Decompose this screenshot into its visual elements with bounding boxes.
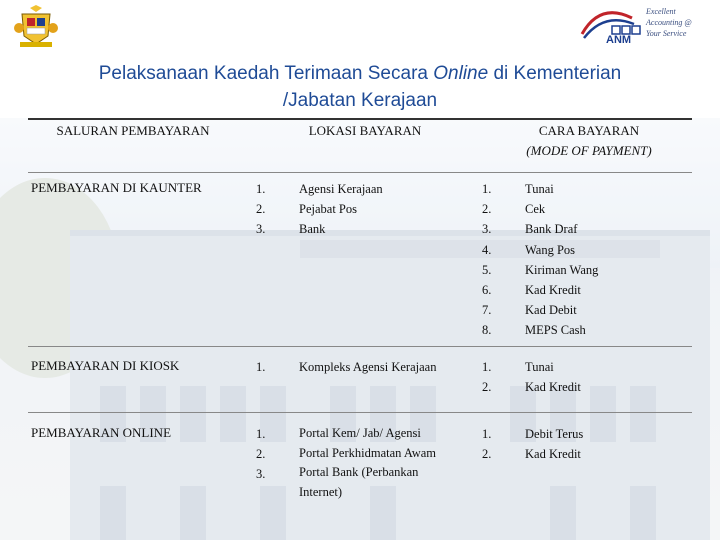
cara-numbers: 1. 2. 3. 4. 5. 6. 7. 8. — [482, 182, 492, 338]
table-row-saluran: PEMBAYARAN ONLINE — [31, 425, 172, 440]
page-title: Pelaksanaan Kaedah Terimaan Secara Online di Kementerian /Jabatan Kerajaan — [98, 63, 622, 111]
cara-list: Debit Terus Kad Kredit — [525, 427, 584, 462]
table-top-border — [28, 118, 692, 120]
lokasi-list: Kompleks Agensi Kerajaan — [299, 360, 437, 374]
column-header-cara: CARA BAYARAN (MODE OF PAYMENT) — [526, 123, 652, 158]
column-header-saluran: SALURAN PEMBAYARAN — [56, 123, 210, 138]
coat-of-arms-logo — [14, 4, 58, 48]
lokasi-numbers: 1. 2. 3. — [256, 427, 266, 482]
lokasi-list: Portal Kem/ Jab/ Agensi Portal Perkhidmatan Awam Portal Bank (Perbankan Internet) — [299, 426, 437, 499]
column-header-lokasi: LOKASI BAYARAN — [308, 123, 422, 138]
lokasi-numbers: 1. — [256, 360, 266, 374]
cara-list: Tunai Kad Kredit — [525, 360, 581, 395]
cara-list: Tunai Cek Bank Draf Wang Pos Kiriman Wang Kad Kredit Kad Debit MEPS Cash — [525, 182, 599, 338]
table-row-divider — [28, 412, 692, 413]
anm-slogan: Excellent Accounting @ Your Service — [646, 7, 692, 38]
table-header-divider — [28, 172, 692, 173]
lokasi-numbers: 1. 2. 3. — [256, 182, 266, 237]
cara-numbers: 1. 2. — [482, 427, 492, 462]
table-row-saluran: PEMBAYARAN DI KIOSK — [31, 358, 180, 373]
table-row-divider — [28, 346, 692, 347]
table-row-saluran: PEMBAYARAN DI KAUNTER — [31, 180, 202, 195]
cara-numbers: 1. 2. — [482, 360, 492, 395]
lokasi-list: Agensi Kerajaan Pejabat Pos Bank — [299, 182, 383, 237]
anm-logo-text: ANM — [606, 34, 632, 46]
